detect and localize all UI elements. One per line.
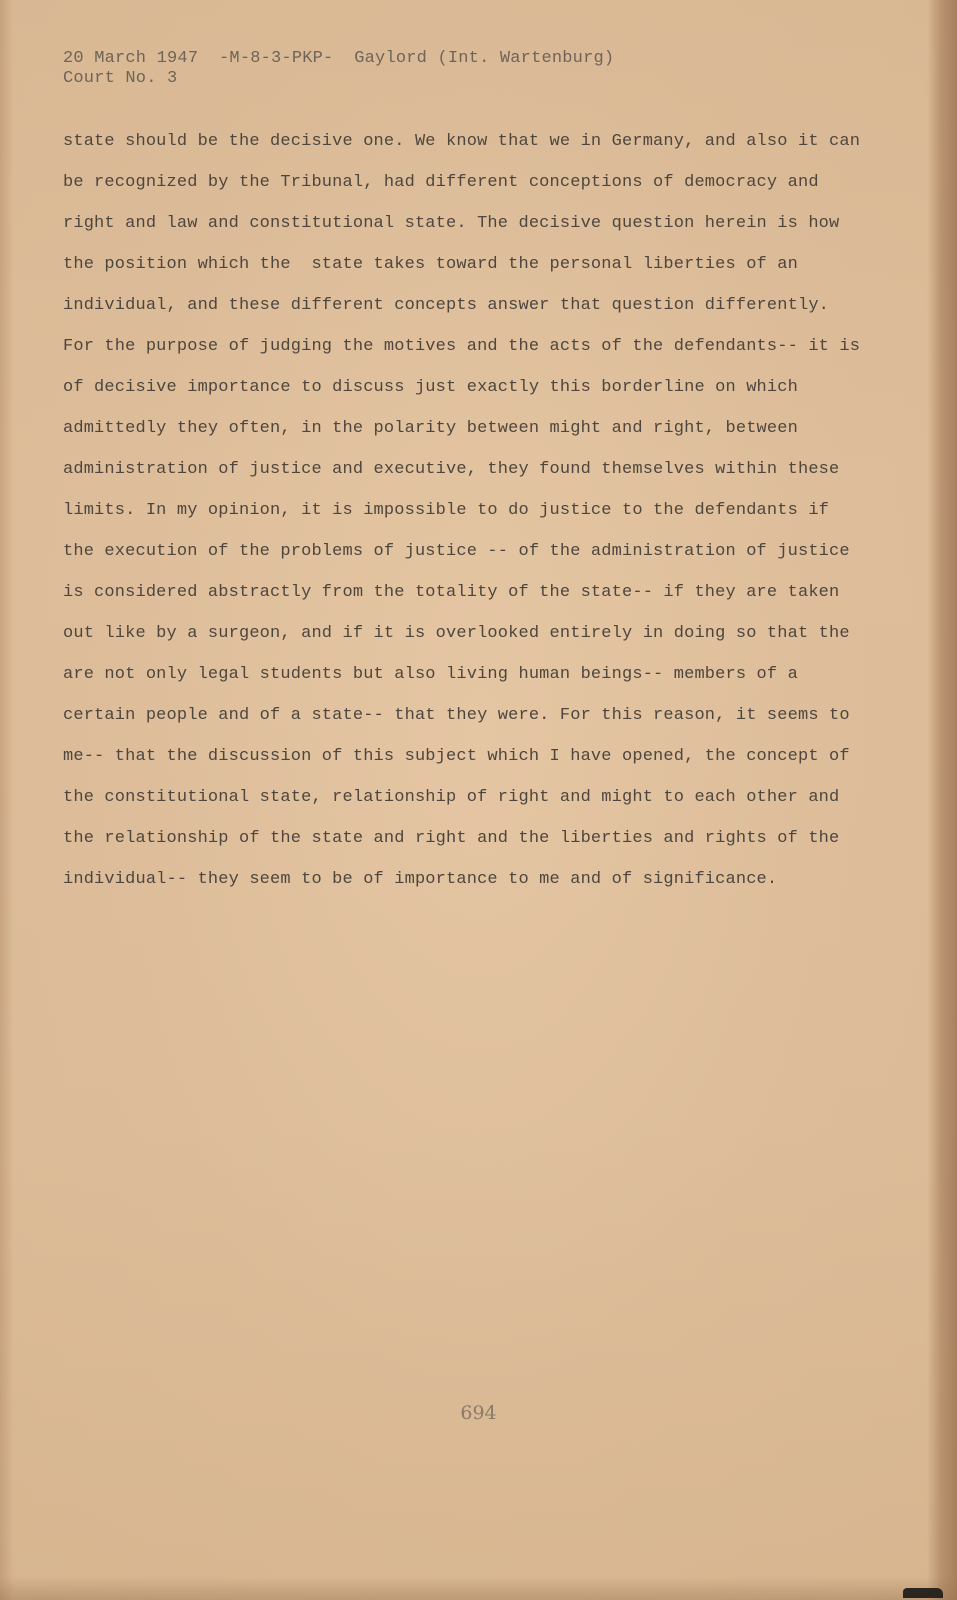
text-line: out like by a surgeon, and if it is overlooked entirely in doing so that the (63, 624, 850, 643)
header-date-line: 20 March 1947 -M-8-3-PKP- Gaylord (Int. Wartenburg) (63, 49, 615, 68)
text-line: state should be the decisive one. We know that we in Germany, and also it can (63, 132, 861, 151)
paper-left-edge (0, 0, 14, 1600)
header-court-line: Court No. 3 (63, 69, 178, 88)
text-line: certain people and of a state-- that they were. For this reason, it seems to (63, 706, 850, 725)
text-line: limits. In my opinion, it is impossible to do justice to the defendants if (63, 501, 830, 520)
text-line: the relationship of the state and right and the liberties and rights of the (63, 829, 840, 848)
text-line: For the purpose of judging the motives and the acts of the defendants-- it is (63, 337, 861, 356)
text-line: the execution of the problems of justice -- of the administration of justice (63, 542, 850, 561)
text-line: be recognized by the Tribunal, had different conceptions of democracy and (63, 173, 819, 192)
paper-right-edge (927, 0, 957, 1600)
corner-mark (903, 1588, 943, 1598)
paper-bottom-edge (0, 1576, 957, 1600)
text-line: me-- that the discussion of this subject which I have opened, the concept of (63, 747, 850, 766)
body-text (63, 131, 883, 910)
text-line: individual, and these different concepts answer that question differently. (63, 296, 830, 315)
text-line: the position which the state takes toward the personal liberties of an (63, 255, 798, 274)
page-number: 694 (460, 1402, 497, 1424)
text-line: right and law and constitutional state. The decisive question herein is how (63, 214, 840, 233)
text-line: the constitutional state, relationship of right and might to each other and (63, 788, 840, 807)
document-header (63, 49, 614, 89)
text-line: administration of justice and executive, they found themselves within these (63, 460, 840, 479)
text-line: are not only legal students but also living human beings-- members of a (63, 665, 798, 684)
text-line: is considered abstractly from the totality of the state-- if they are taken (63, 583, 840, 602)
text-line: of decisive importance to discuss just exactly this borderline on which (63, 378, 798, 397)
text-line: individual-- they seem to be of importance to me and of significance. (63, 870, 778, 889)
text-line: admittedly they often, in the polarity between might and right, between (63, 419, 798, 438)
